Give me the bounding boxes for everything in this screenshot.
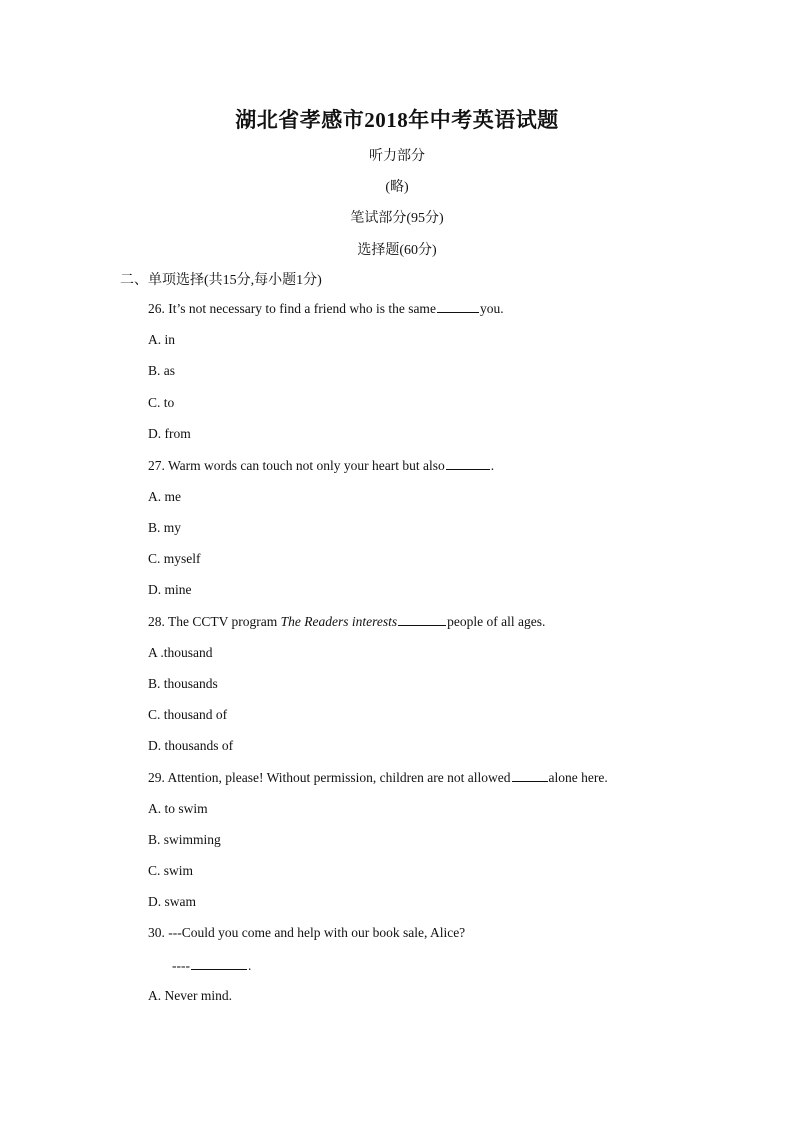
question-text: 28. The CCTV program bbox=[148, 614, 281, 629]
answer-blank bbox=[437, 300, 479, 313]
option: A .thousand bbox=[148, 645, 213, 660]
answer-blank bbox=[512, 769, 548, 782]
reply-text: . bbox=[247, 958, 252, 973]
written-heading: 笔试部分(95分) bbox=[350, 211, 444, 226]
question-text: 29. Attention, please! Without permission, children are not allowed bbox=[148, 770, 511, 785]
option: D. thousands of bbox=[148, 738, 234, 753]
answer-blank bbox=[191, 957, 247, 970]
question-30-reply bbox=[172, 957, 251, 974]
option: A. to swim bbox=[148, 801, 208, 816]
reply-prefix: ---- bbox=[172, 958, 190, 973]
question-30-stem: 30. ---Could you come and help with our book sale, Alice? bbox=[148, 925, 466, 940]
option: B. swimming bbox=[148, 832, 221, 847]
option: D. from bbox=[148, 426, 191, 441]
option: D. swam bbox=[148, 894, 196, 909]
document-title: 湖北省孝感市2018年中考英语试题 bbox=[235, 108, 559, 132]
option: A. Never mind. bbox=[148, 988, 232, 1003]
option: C. swim bbox=[148, 863, 194, 878]
question-29-stem bbox=[148, 769, 608, 786]
answer-blank bbox=[446, 457, 490, 470]
answer-blank bbox=[398, 613, 446, 626]
option: D. mine bbox=[148, 582, 192, 597]
question-28-stem bbox=[148, 613, 545, 630]
option: B. my bbox=[148, 520, 182, 535]
question-text: people of all ages. bbox=[447, 614, 546, 629]
question-text: 26. It’s not necessary to find a friend who is the same bbox=[148, 301, 436, 316]
option: A. me bbox=[148, 489, 181, 504]
question-text: alone here. bbox=[548, 770, 608, 785]
question-26-stem bbox=[148, 300, 504, 317]
question-text: you. bbox=[479, 301, 504, 316]
listening-heading: 听力部分 bbox=[369, 149, 425, 164]
option: B. as bbox=[148, 363, 175, 378]
question-text: 27. Warm words can touch not only your heart but also bbox=[148, 458, 445, 473]
option: C. to bbox=[148, 395, 175, 410]
omitted-note: (略) bbox=[385, 180, 409, 195]
program-title: The Readers interests bbox=[280, 614, 398, 629]
section-heading: 二、单项选择(共15分,每小题1分) bbox=[120, 273, 322, 288]
question-27-stem bbox=[148, 457, 494, 474]
choice-heading: 选择题(60分) bbox=[357, 243, 437, 258]
option: A. in bbox=[148, 332, 175, 347]
question-text: . bbox=[490, 458, 495, 473]
option: C. thousand of bbox=[148, 707, 228, 722]
option: C. myself bbox=[148, 551, 201, 566]
option: B. thousands bbox=[148, 676, 218, 691]
